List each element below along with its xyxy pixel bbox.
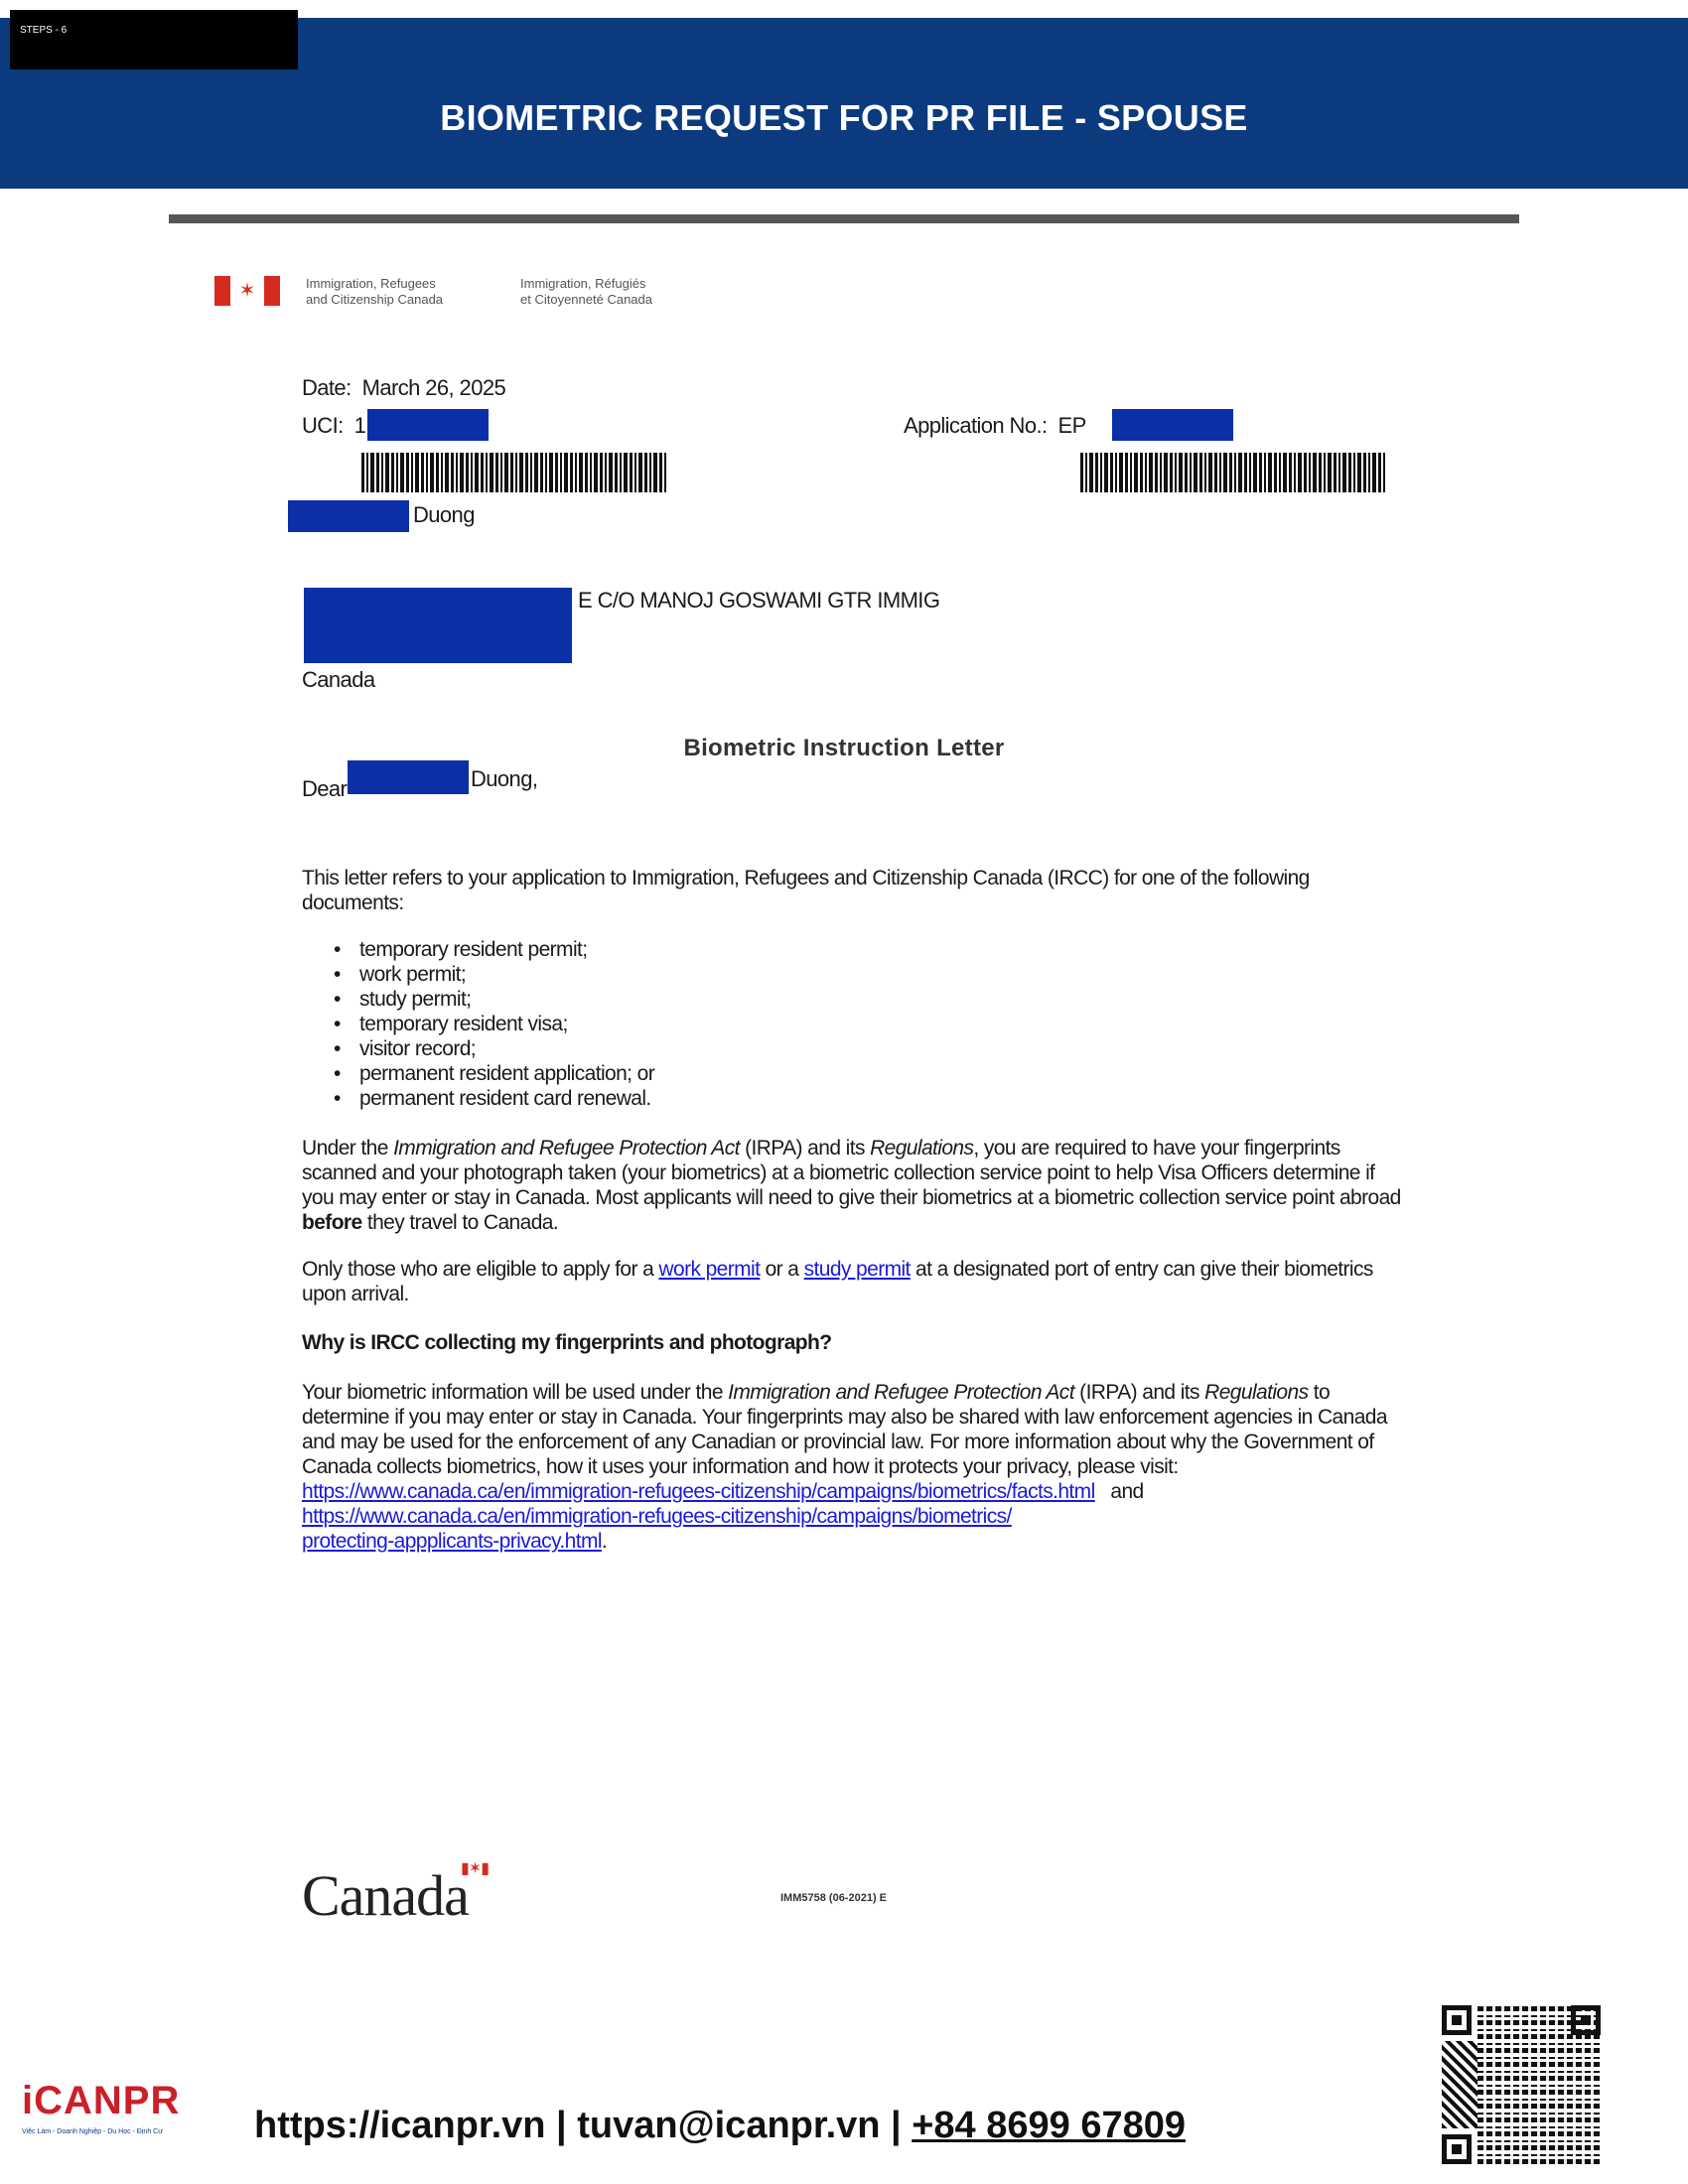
irpa-paragraph: Under the Immigration and Refugee Protection Act (IRPA) and its Regulations, you are required to have your fingerprints scanned and your photograph taken (your biometrics) at a biometric collection service point to help Visa Officers determine if you may enter or stay in Canada. Most applicants will need to give their biometrics at a biometric collection service point abroad before they travel to Canada. (302, 1137, 1401, 1234)
privacy-link-line1[interactable]: https://www.canada.ca/en/immigration-refugees-citizenship/campaigns/biometrics/ (302, 1505, 1012, 1528)
application-barcode (1080, 453, 1386, 492)
phone-link[interactable]: +84 8699 67809 (912, 2105, 1186, 2146)
canada-wordmark: Canada ▮✶▮ (302, 1860, 490, 1928)
intro-paragraph: This letter refers to your application to Immigration, Refugees and Citizenship Canada (IRCC) for one of the following documents: (302, 867, 1310, 914)
recipient-country: Canada (302, 667, 375, 692)
recipient-surname: Duong (413, 502, 475, 527)
study-permit-link[interactable]: study permit (803, 1258, 911, 1281)
list-item: • visitor record; (334, 1036, 654, 1061)
list-item: • temporary resident visa; (334, 1012, 654, 1036)
uci-label: UCI: 1 (302, 413, 366, 438)
dept-name-fr: Immigration, Réfugiés et Citoyenneté Canada (520, 276, 652, 307)
list-item: • work permit; (334, 962, 654, 987)
page-title: BIOMETRIC REQUEST FOR PR FILE - SPOUSE (440, 97, 1248, 138)
logo-wordmark: iCANPR (22, 2079, 181, 2122)
redaction-address (304, 588, 572, 663)
wordmark-flag-icon: ▮✶▮ (461, 1860, 490, 1877)
list-item: • permanent resident card renewal. (334, 1086, 654, 1111)
privacy-paragraph: Your biometric information will be used under the Immigration and Refugee Protection Act (IRPA) and its Regulations to determine if you may enter or stay in Canada. Your fingerprints may also be shared with law enforcement agencies in Canada and may be used for the enforcement of any Canadian or provincial law. For more information about why the Government of Canada collects biometrics, how it uses your information and how it protects your privacy, please visit: https://www.canada.ca/en/immigration-refugees-citizenship/campaigns/biometrics/facts.html and https://www.canada.ca/en/immigration-refugees-citizenship/campaigns/biometrics/ protecting-appplicants-privacy.html. (302, 1381, 1387, 1553)
list-item: • temporary resident permit; (334, 937, 654, 962)
letter-title: Biometric Instruction Letter (683, 735, 1005, 761)
work-permit-link[interactable]: work permit (658, 1258, 761, 1281)
qr-code-icon[interactable] (1442, 2005, 1601, 2164)
salutation-name: Duong, (471, 766, 538, 791)
redaction-uci (367, 409, 489, 441)
recipient-address: E C/O MANOJ GOSWAMI GTR IMMIG (578, 588, 940, 613)
salutation-prefix: Dear (302, 776, 348, 801)
website-email-text[interactable]: https://icanpr.vn | tuvan@icanpr.vn | (254, 2105, 913, 2146)
step-label: STEPS - 6 (10, 10, 298, 69)
why-heading: Why is IRCC collecting my fingerprints and photograph? (302, 1331, 832, 1354)
form-code: IMM5758 (06-2021) E (780, 1892, 887, 1904)
redaction-application-no (1112, 409, 1233, 441)
documents-list (334, 937, 654, 1111)
date-field: Date: March 26, 2025 (302, 375, 506, 400)
redaction-salutation-name (348, 760, 469, 794)
uci-barcode (361, 453, 667, 492)
logo-tagline: Việc Làm - Doanh Nghiệp - Du Học - Định Cư (22, 2128, 163, 2135)
icanpr-logo[interactable] (22, 2079, 201, 2148)
contact-line (254, 2105, 1186, 2147)
dept-name-en: Immigration, Refugees and Citizenship Canada (306, 276, 444, 307)
list-item: • study permit; (334, 987, 654, 1012)
list-item: • permanent resident application; or (334, 1061, 654, 1086)
application-label: Application No.: EP (904, 413, 1086, 438)
canada-flag-icon: ✶ (214, 276, 280, 306)
biometrics-facts-link[interactable]: https://www.canada.ca/en/immigration-refugees-citizenship/campaigns/biometrics/facts.html (302, 1480, 1095, 1503)
port-of-entry-paragraph: Only those who are eligible to apply for a work permit or a study permit at a designated port of entry can give their biometrics upon arrival. (302, 1258, 1373, 1305)
privacy-link-line2[interactable]: protecting-appplicants-privacy.html (302, 1530, 602, 1553)
redaction-given-name (288, 500, 409, 532)
